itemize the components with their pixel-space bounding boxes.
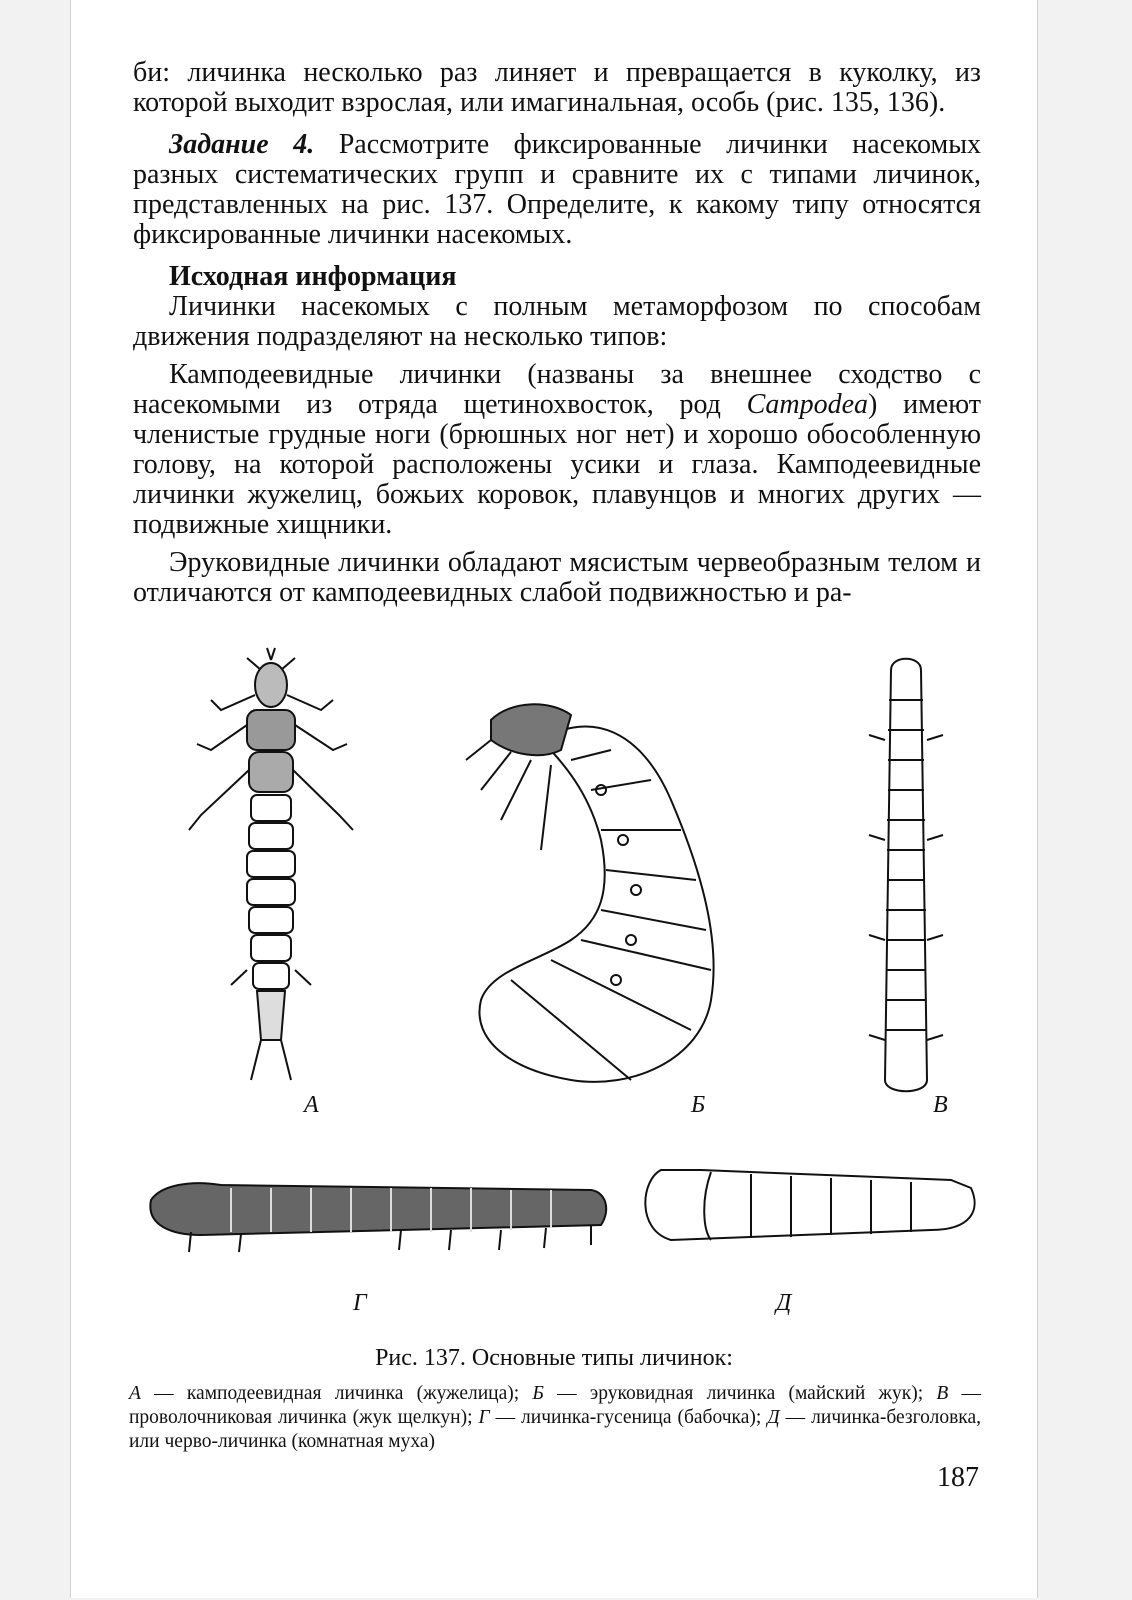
page-number: 187 [937,1462,979,1493]
paragraph-intro: Личинки насекомых с полным метаморфозом по способам движения подразделяют на несколько типов: [133,291,981,352]
section-heading: Исходная информация [169,261,457,292]
paragraph-campodeiform-part2: ) имеют членистые грудные ноги (брюшных ног нет) и хорошо обособленную голову, на которой расположены усики и глаза. Камподеевидные личинки жужелиц, божьих коровок, плавунцов и многих других — подвижные хищники. [133,389,982,540]
book-page [70,0,1038,1598]
caption-text-d: — личинка-безголовка, или черво-личинка (комнатная муха) [129,1407,981,1452]
task-text: Рассмотрите фиксированные личинки насекомых разных систематических групп и сравните их с типами личинок, представленных на рис. 137. Определите, к какому типу относятся фиксированные личинки насекомых. [133,129,982,250]
paragraph-campodeiform-part1: Камподеевидные личинки (названы за внешнее сходство с насекомыми из отряда щетинохвосток, род [133,359,981,420]
label-d: Д [776,1290,792,1316]
caption-key-g: Г [478,1407,490,1428]
label-a: А [304,1092,319,1118]
larva-a-drawing [189,648,353,1080]
figure-caption-title: Рис. 137. Основные типы личинок: [375,1345,733,1371]
larva-g-drawing [150,1183,606,1252]
caption-text-b: — эруковидная личинка (майский жук); [543,1383,937,1404]
task-label: Задание 4. [169,129,315,160]
larva-v-drawing [869,659,943,1092]
caption-text-v: — проволочниковая личинка (жук щелкун); [129,1383,981,1428]
caption-key-d: Д [767,1407,780,1428]
paragraph-campodeiform [133,360,981,540]
figure-caption [129,1382,981,1454]
body-text [133,58,981,608]
genus-name: Campodea [746,389,868,420]
task-paragraph [133,130,981,250]
caption-text-g: — личинка-гусеница (бабочка); [489,1407,768,1428]
paragraph-eruciform: Эруковидные личинки обладают мясистым червеобразным телом и отличаются от камподеевидных слабой подвижностью и ра- [133,547,981,608]
paragraph-continuation: би: личинка несколько раз линяет и превращается в куколку, из которой выходит взрослая, или имагинальная, особь (рис. 135, 136). [133,57,981,118]
label-g: Г [353,1290,367,1316]
label-b: Б [691,1092,706,1118]
caption-key-v: В [936,1383,949,1404]
caption-key-a: А [129,1383,141,1404]
caption-key-b: Б [532,1383,544,1404]
larva-b-drawing [466,704,714,1082]
larva-d-drawing [645,1170,974,1240]
figure-larvae [71,640,1037,1340]
caption-text-a: — камподеевидная личинка (жужелица); [140,1383,533,1404]
label-v: В [933,1092,948,1118]
